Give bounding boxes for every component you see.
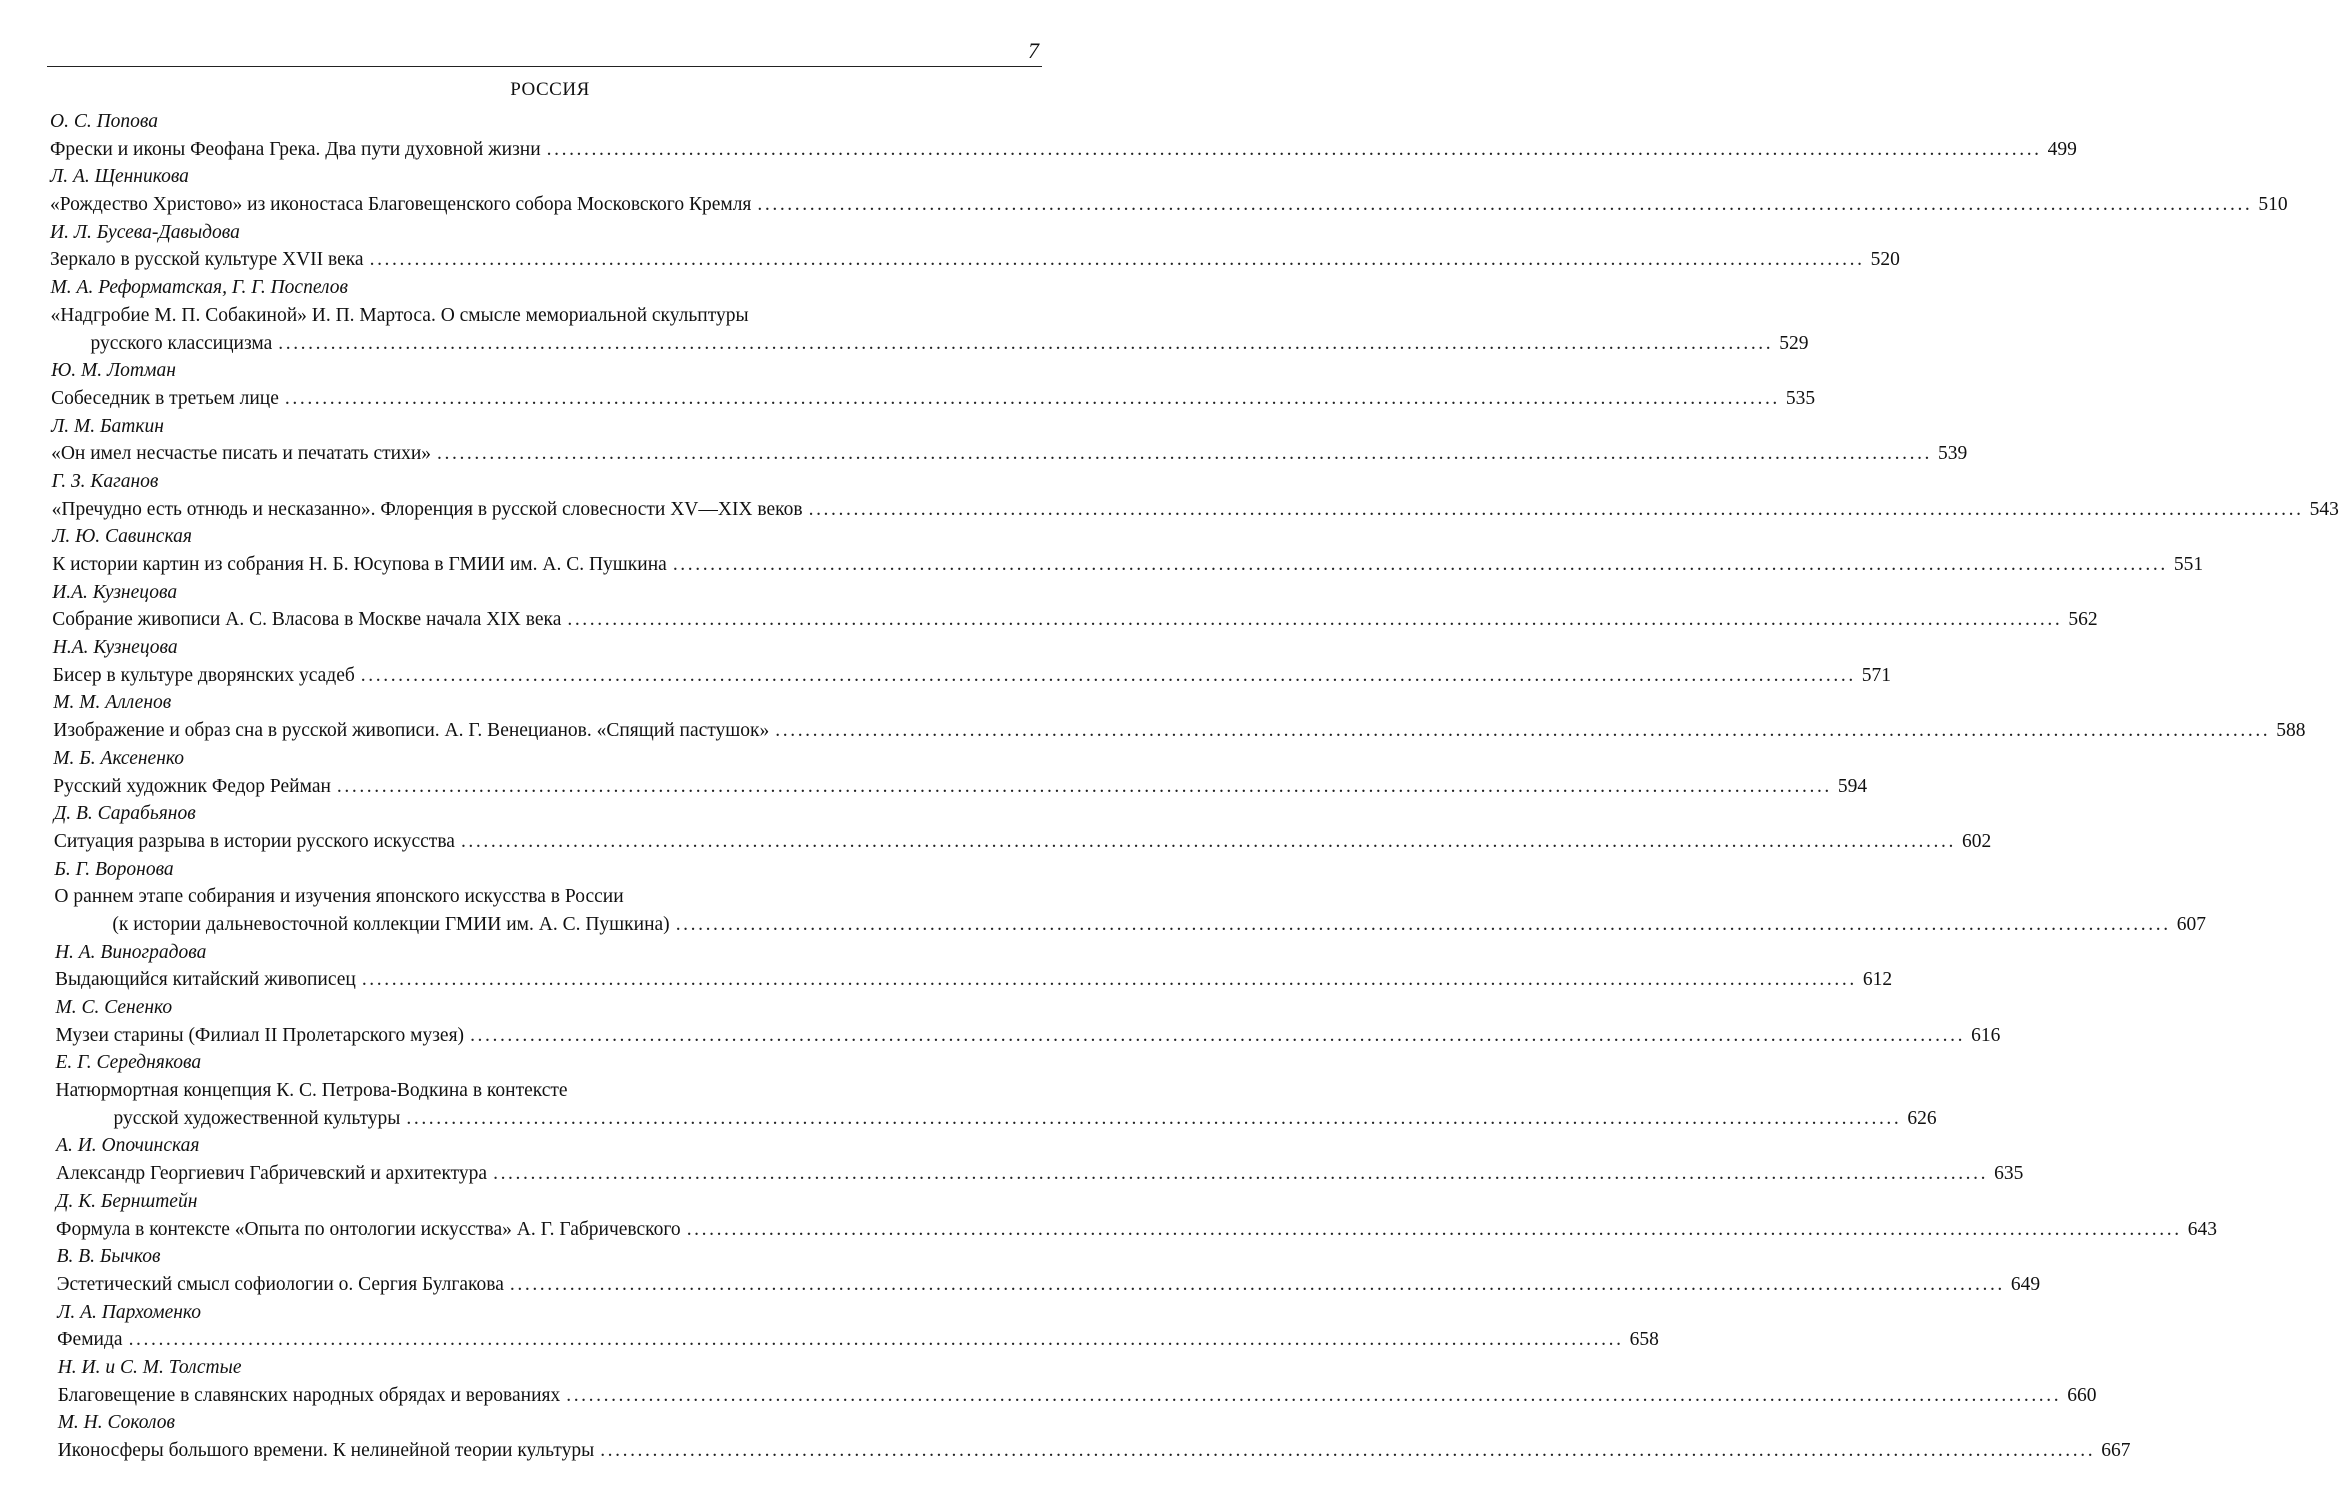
dot-leader: ........................................................................................................................................................................................................ xyxy=(675,913,2171,935)
entry-author: Л. А. Щенникова xyxy=(50,166,189,188)
toc-entry[interactable] xyxy=(53,745,1868,800)
entry-title-line xyxy=(57,1326,1659,1354)
entry-author: В. В. Бычков xyxy=(56,1246,161,1268)
toc-entry[interactable] xyxy=(57,1409,2131,1464)
entry-title: Фемида xyxy=(57,1329,123,1351)
entry-title: Иконосферы большого времени. К нелинейной теории культуры xyxy=(57,1440,595,1461)
dot-leader: ........................................................................................................................................................................................................ xyxy=(361,969,1857,991)
entry-title: Эстетический смысл софиологии о. Сергия Булгакова xyxy=(56,1273,504,1295)
entry-author: О. С. Попова xyxy=(50,111,159,132)
entry-title-line xyxy=(54,966,1893,994)
entry-author: Н. И. и С. М. Толстые xyxy=(57,1356,242,1378)
dot-leader: ........................................................................................................................................................................................................ xyxy=(808,498,2304,520)
entry-page: 616 xyxy=(1971,1024,2001,1046)
entry-page: 529 xyxy=(1779,332,1809,354)
entry-title-line xyxy=(54,911,2206,939)
entry-page: 612 xyxy=(1862,969,1893,991)
entry-title-line xyxy=(52,606,2098,634)
toc-entry[interactable] xyxy=(54,939,1893,994)
table-of-contents xyxy=(0,108,2339,1465)
entry-title: Ситуация разрыва в истории русского искусства xyxy=(53,830,455,852)
section-title: РОССИЯ xyxy=(510,79,590,100)
entry-title-line xyxy=(56,1105,1937,1133)
entry-page: 643 xyxy=(2187,1218,2217,1240)
dot-leader: ........................................................................................................................................................................................................ xyxy=(757,194,2253,216)
entry-page: 607 xyxy=(2176,913,2206,935)
entry-page: 562 xyxy=(2068,609,2098,631)
entry-page: 626 xyxy=(1907,1107,1937,1129)
entry-title-continuation: русского классицизма xyxy=(90,332,273,354)
entry-page: 520 xyxy=(1870,249,1900,271)
entry-page: 649 xyxy=(2010,1273,2041,1295)
entry-title: Бисер в культуре дворянских усадеб xyxy=(52,664,355,686)
entry-title-line xyxy=(53,828,1992,856)
entry-title-line xyxy=(56,1271,2041,1299)
entry-title-line xyxy=(50,191,2288,219)
toc-entry[interactable] xyxy=(51,468,2339,523)
entry-title: Формула в контексте «Опыта по онтологии искусства» А. Г. Габричевского xyxy=(56,1218,681,1240)
dot-leader: ........................................................................................................................................................................................................ xyxy=(406,1107,1902,1129)
dot-leader: ........................................................................................................................................................................................................ xyxy=(128,1329,1624,1351)
entry-page: 551 xyxy=(2173,554,2204,575)
entry-title: Выдающийся китайский живописец xyxy=(54,969,356,991)
dot-leader: ........................................................................................................................................................................................................ xyxy=(566,1384,2062,1406)
entry-author: Л. А. Пархоменко xyxy=(57,1301,202,1323)
entry-title-line xyxy=(50,246,1900,274)
entry-title-line xyxy=(51,302,1046,330)
entry-title-line xyxy=(52,662,1892,690)
dot-leader: ........................................................................................................................................................................................................ xyxy=(672,554,2168,575)
entry-title-continuation: русской художественной культуры xyxy=(113,1107,401,1129)
dot-leader: ........................................................................................................................................................................................................ xyxy=(567,609,2063,631)
entry-title: Александр Георгиевич Габричевский и архитектура xyxy=(56,1163,488,1185)
entry-title-line xyxy=(50,136,2077,164)
entry-title: О раннем этапе собирания и изучения японского искусства в России xyxy=(54,886,624,908)
entry-title: К истории картин из собрания Н. Б. Юсупова в ГМИИ им. А. С. Пушкина xyxy=(52,554,667,575)
dot-leader: ........................................................................................................................................................................................................ xyxy=(460,830,1956,852)
entry-title-line xyxy=(57,1437,2131,1465)
entry-title-line xyxy=(51,330,1809,358)
entry-author: Г. З. Каганов xyxy=(51,470,159,492)
toc-entry[interactable] xyxy=(53,689,2306,744)
dot-leader: ........................................................................................................................................................................................................ xyxy=(775,720,2271,742)
entry-author: Д. В. Сарабьянов xyxy=(53,803,196,825)
entry-page: 510 xyxy=(2258,194,2288,216)
entry-title: Зеркало в русской культуре XVII века xyxy=(50,249,364,271)
entry-author: М. А. Реформатская, Г. Г. Поспелов xyxy=(50,277,348,299)
entry-title: «Рождество Христово» из иконостаса Благовещенского собора Московского Кремля xyxy=(50,194,752,216)
toc-entry[interactable] xyxy=(54,856,2206,939)
entry-author: М. М. Алленов xyxy=(53,692,172,714)
header-rule xyxy=(47,66,1042,67)
entry-author: М. Н. Соколов xyxy=(57,1412,176,1434)
toc-entry[interactable] xyxy=(50,108,2077,163)
entry-title: Собеседник в третьем лице xyxy=(51,387,279,409)
toc-entry[interactable] xyxy=(55,994,2001,1049)
entry-title: Музеи старины (Филиал II Пролетарского музея) xyxy=(55,1024,465,1046)
entry-page: 660 xyxy=(2067,1384,2097,1406)
entry-page: 594 xyxy=(1837,775,1868,797)
entry-page: 571 xyxy=(1861,664,1892,686)
entry-page: 539 xyxy=(1938,443,1968,465)
dot-leader: ........................................................................................................................................................................................................ xyxy=(284,387,1780,409)
entry-title-continuation: (к истории дальневосточной коллекции ГМИИ им. А. С. Пушкина) xyxy=(112,913,670,935)
toc-entry[interactable] xyxy=(50,274,1809,357)
toc-entry[interactable] xyxy=(57,1354,2097,1409)
toc-entry[interactable] xyxy=(53,800,1992,855)
entry-title: Фрески и иконы Феофана Грека. Два пути духовной жизни xyxy=(50,138,541,160)
toc-entry[interactable] xyxy=(51,357,1816,412)
toc-entry[interactable] xyxy=(50,219,1900,274)
entry-author: Е. Г. Середнякова xyxy=(55,1052,202,1074)
dot-leader: ........................................................................................................................................................................................................ xyxy=(546,138,2042,160)
entry-page: 667 xyxy=(2101,1440,2131,1461)
entry-author: Ю. М. Лотман xyxy=(51,360,176,382)
toc-entry[interactable] xyxy=(52,634,1892,689)
dot-leader: ........................................................................................................................................................................................................ xyxy=(493,1163,1989,1185)
dot-leader: ........................................................................................................................................................................................................ xyxy=(360,664,1856,686)
entry-title: Русский художник Федор Рейман xyxy=(53,775,331,797)
toc-entry[interactable] xyxy=(52,579,2098,634)
entry-author: И. Л. Бусева-Давыдова xyxy=(50,221,240,243)
dot-leader: ........................................................................................................................................................................................................ xyxy=(278,332,1774,354)
dot-leader: ........................................................................................................................................................................................................ xyxy=(369,249,1865,271)
entry-title-line xyxy=(57,1382,2097,1410)
entry-title: «Пречудно есть отнюдь и несказанно». Флоренция в русской словесности XV—XIX веков xyxy=(51,498,803,520)
entry-title-line xyxy=(52,551,2204,579)
entry-author: И.А. Кузнецова xyxy=(52,581,178,603)
entry-title-line xyxy=(54,883,1053,911)
toc-entry[interactable] xyxy=(56,1132,2024,1187)
dot-leader: ........................................................................................................................................................................................................ xyxy=(600,1440,2096,1461)
entry-title-line xyxy=(56,1216,2217,1244)
entry-author: Л. Ю. Савинская xyxy=(52,526,192,548)
entry-author: Н.А. Кузнецова xyxy=(52,637,178,659)
entry-page: 658 xyxy=(1629,1329,1659,1351)
entry-page: 499 xyxy=(2047,138,2077,160)
entry-title-line xyxy=(55,1022,2001,1050)
entry-title: «Надгробие М. П. Собакиной» И. П. Мартоса. О смысле мемориальной скульптуры xyxy=(50,304,749,326)
entry-title-line xyxy=(53,773,1868,801)
entry-title-line xyxy=(51,385,1816,413)
toc-entry[interactable] xyxy=(50,163,2288,218)
entry-page: 635 xyxy=(1994,1163,2024,1185)
entry-title-line xyxy=(51,440,1968,468)
entry-title: «Он имел несчастье писать и печатать стихи» xyxy=(51,443,432,465)
entry-title: Собрание живописи А. С. Власова в Москве начала XIX века xyxy=(52,609,562,631)
toc-entry[interactable] xyxy=(57,1299,1659,1354)
entry-page: 535 xyxy=(1785,387,1816,409)
entry-title: Изображение и образ сна в русской живописи. А. Г. Венецианов. «Спящий пастушок» xyxy=(53,720,770,742)
page-number: 7 xyxy=(1028,38,1039,63)
dot-leader: ........................................................................................................................................................................................................ xyxy=(509,1273,2005,1295)
toc-entry[interactable] xyxy=(55,1049,1937,1132)
dot-leader: ........................................................................................................................................................................................................ xyxy=(686,1218,2182,1240)
entry-author: Н. А. Виноградова xyxy=(54,941,207,963)
entry-page: 543 xyxy=(2309,498,2339,520)
entry-title: Натюрмортная концепция К. С. Петрова-Водкина в контексте xyxy=(55,1080,568,1102)
entry-author: А. И. Опочинская xyxy=(56,1135,200,1157)
entry-author: М. С. Сененко xyxy=(55,997,173,1018)
entry-title: Благовещение в славянских народных обрядах и верованиях xyxy=(57,1384,561,1406)
entry-title-line xyxy=(56,1077,1056,1105)
dot-leader: ........................................................................................................................................................................................................ xyxy=(336,775,1832,797)
toc-entry[interactable] xyxy=(52,523,2204,578)
dot-leader: ........................................................................................................................................................................................................ xyxy=(437,443,1933,465)
entry-author: Б. Г. Воронова xyxy=(54,858,174,880)
entry-author: Д. К. Бернштейн xyxy=(56,1190,198,1212)
entry-title-line xyxy=(51,496,2339,524)
entry-page: 588 xyxy=(2276,720,2306,742)
entry-author: М. Б. Аксененко xyxy=(53,747,185,769)
toc-entry[interactable] xyxy=(56,1243,2041,1298)
entry-author: Л. М. Баткин xyxy=(51,415,164,437)
entry-title-line xyxy=(53,717,2306,745)
entry-title-line xyxy=(56,1160,2024,1188)
dot-leader: ........................................................................................................................................................................................................ xyxy=(470,1024,1966,1046)
toc-entry[interactable] xyxy=(51,413,1968,468)
entry-page: 602 xyxy=(1961,830,1992,852)
toc-entry[interactable] xyxy=(56,1188,2217,1243)
